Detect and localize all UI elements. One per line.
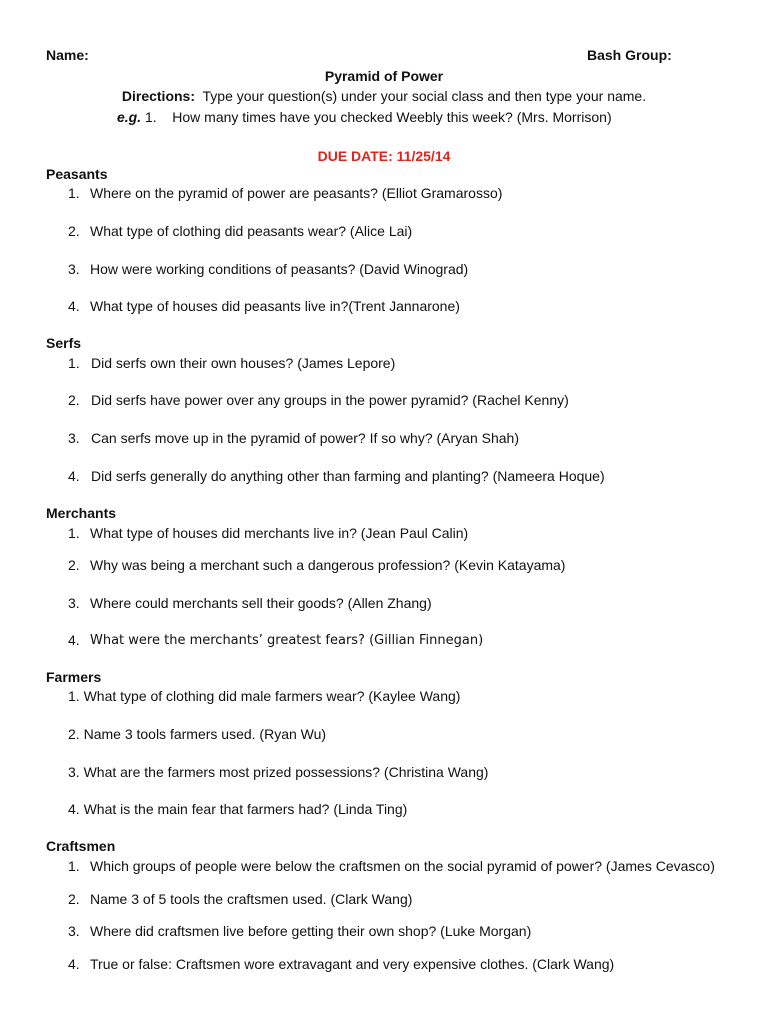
question-text: Name 3 tools farmers used. (Ryan Wu) [83,726,327,742]
list-item [68,185,503,201]
example-label: e.g. [117,109,142,125]
list-item [68,688,460,704]
question-text: Where could merchants sell their goods? (Allen Zhang) [90,595,432,611]
question-number: 1. [68,185,80,201]
list-item [68,430,519,446]
question-number: 2. [68,891,80,907]
list-item [68,392,569,408]
due-date: DUE DATE: 11/25/14 [317,148,451,164]
example-text: How many times have you checked Weebly this week? (Mrs. Morrison) [172,109,612,125]
section-title-peasants: Peasants [46,166,108,182]
question-number: 1. [68,525,80,541]
question-text: What type of clothing did male farmers wear? (Kaylee Wang) [83,688,461,704]
question-number: 3. [68,430,80,446]
question-text: What is the main fear that farmers had? (Linda Ting) [83,801,408,817]
document-title: Pyramid of Power [324,68,444,84]
section-title-farmers: Farmers [46,669,102,685]
list-item [68,956,615,972]
question-number: 1. [68,858,80,874]
list-item [68,858,715,874]
question-number: 3. [68,764,80,780]
question-text: What were the merchants’ greatest fears? (Gillian Finnegan) [90,633,484,648]
list-item [68,355,396,371]
list-item [68,923,532,939]
question-text: What type of houses did peasants live in?(Trent Jannarone) [90,298,460,314]
list-item [68,891,413,907]
directions-text: Type your question(s) under your social class and then type your name. [202,88,647,104]
bash-group-label: Bash Group: [587,47,672,63]
question-number: 1. [68,688,80,704]
question-text: Why was being a merchant such a dangerous profession? (Kevin Katayama) [90,557,566,573]
question-number: 3. [68,261,80,277]
section-title-craftsmen: Craftsmen [46,838,116,854]
question-number: 4. [68,956,80,972]
list-item [68,632,484,648]
list-item [68,557,566,573]
question-text: What are the farmers most prized possessions? (Christina Wang) [83,764,489,780]
name-label: Name: [46,47,89,63]
list-item [68,223,413,239]
example-line [117,109,612,125]
question-number: 4. [68,468,80,484]
example-number: 1. [145,109,157,125]
question-number: 4. [68,298,80,314]
question-text: How were working conditions of peasants? (David Winograd) [90,261,469,277]
section-title-merchants: Merchants [46,505,117,521]
question-text: Which groups of people were below the craftsmen on the social pyramid of power? (James Cevasco) [90,858,715,874]
list-item [68,261,469,277]
question-number: 2. [68,223,80,239]
question-number: 3. [68,923,80,939]
list-item [68,595,432,611]
list-item [68,764,488,780]
question-number: 3. [68,595,80,611]
question-number: 2. [68,557,80,573]
question-number: 4. [68,632,80,648]
question-number: 1. [68,355,80,371]
question-text: Where did craftsmen live before getting their own shop? (Luke Morgan) [90,923,532,939]
question-text: What type of houses did merchants live in? (Jean Paul Calin) [90,525,469,541]
list-item [68,525,469,541]
list-item [68,298,460,314]
question-text: Did serfs generally do anything other than farming and planting? (Nameera Hoque) [91,468,605,484]
question-text: What type of clothing did peasants wear? (Alice Lai) [90,223,413,239]
question-text: Name 3 of 5 tools the craftsmen used. (Clark Wang) [90,891,413,907]
question-text: Can serfs move up in the pyramid of power? If so why? (Aryan Shah) [91,430,519,446]
directions-label: Directions: [121,88,195,104]
question-number: 2. [68,726,80,742]
question-number: 4. [68,801,80,817]
question-text: Did serfs have power over any groups in the power pyramid? (Rachel Kenny) [91,392,569,408]
directions-line [0,88,768,104]
section-title-serfs: Serfs [46,335,82,351]
list-item [68,801,407,817]
question-number: 2. [68,392,80,408]
list-item [68,468,605,484]
question-text: Did serfs own their own houses? (James Lepore) [91,355,396,371]
question-text: True or false: Craftsmen wore extravagant and very expensive clothes. (Clark Wang) [90,956,615,972]
list-item [68,726,326,742]
question-text: Where on the pyramid of power are peasants? (Elliot Gramarosso) [90,185,503,201]
